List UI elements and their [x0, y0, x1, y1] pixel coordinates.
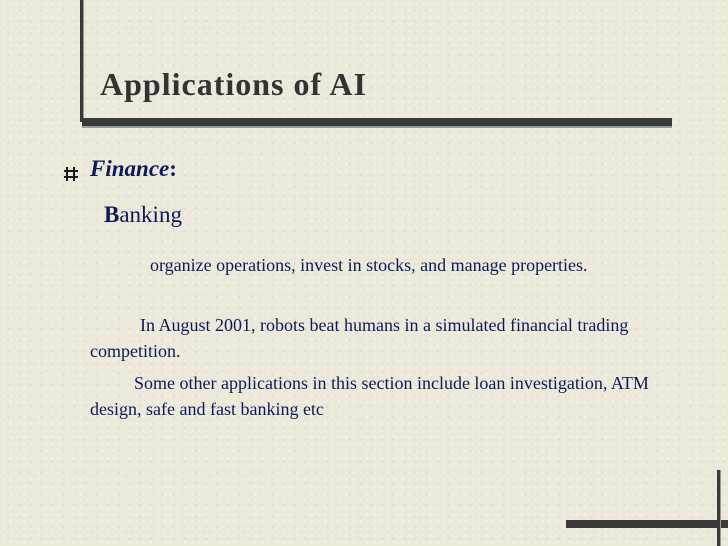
decorative-title-underline-shadow — [82, 126, 672, 128]
paragraph-1-text: organize operations, invest in stocks, and manage properties. — [150, 255, 588, 275]
paragraph-3-text: Some other applications in this section include loan investigation, ATM design, safe and fast banking etc — [90, 373, 649, 419]
subheading-rest: anking — [119, 202, 182, 227]
paragraph-1 — [90, 252, 650, 278]
decorative-left-bar-shadow — [83, 0, 84, 122]
decorative-title-underline — [82, 118, 672, 126]
paragraph-2 — [90, 312, 650, 364]
hash-bullet-icon — [63, 166, 79, 182]
slide-title: Applications of AI — [100, 66, 367, 102]
decorative-bottom-bar — [566, 520, 728, 528]
section-heading — [90, 156, 177, 182]
subheading — [104, 202, 182, 228]
paragraph-3 — [90, 370, 650, 422]
section-heading-colon: : — [169, 156, 177, 181]
section-heading-text: Finance — [90, 156, 170, 181]
decorative-bottom-vertical-shadow — [720, 470, 721, 546]
paragraph-2-text: In August 2001, robots beat humans in a simulated financial trading competition. — [90, 315, 629, 361]
subheading-initial: B — [104, 202, 120, 227]
